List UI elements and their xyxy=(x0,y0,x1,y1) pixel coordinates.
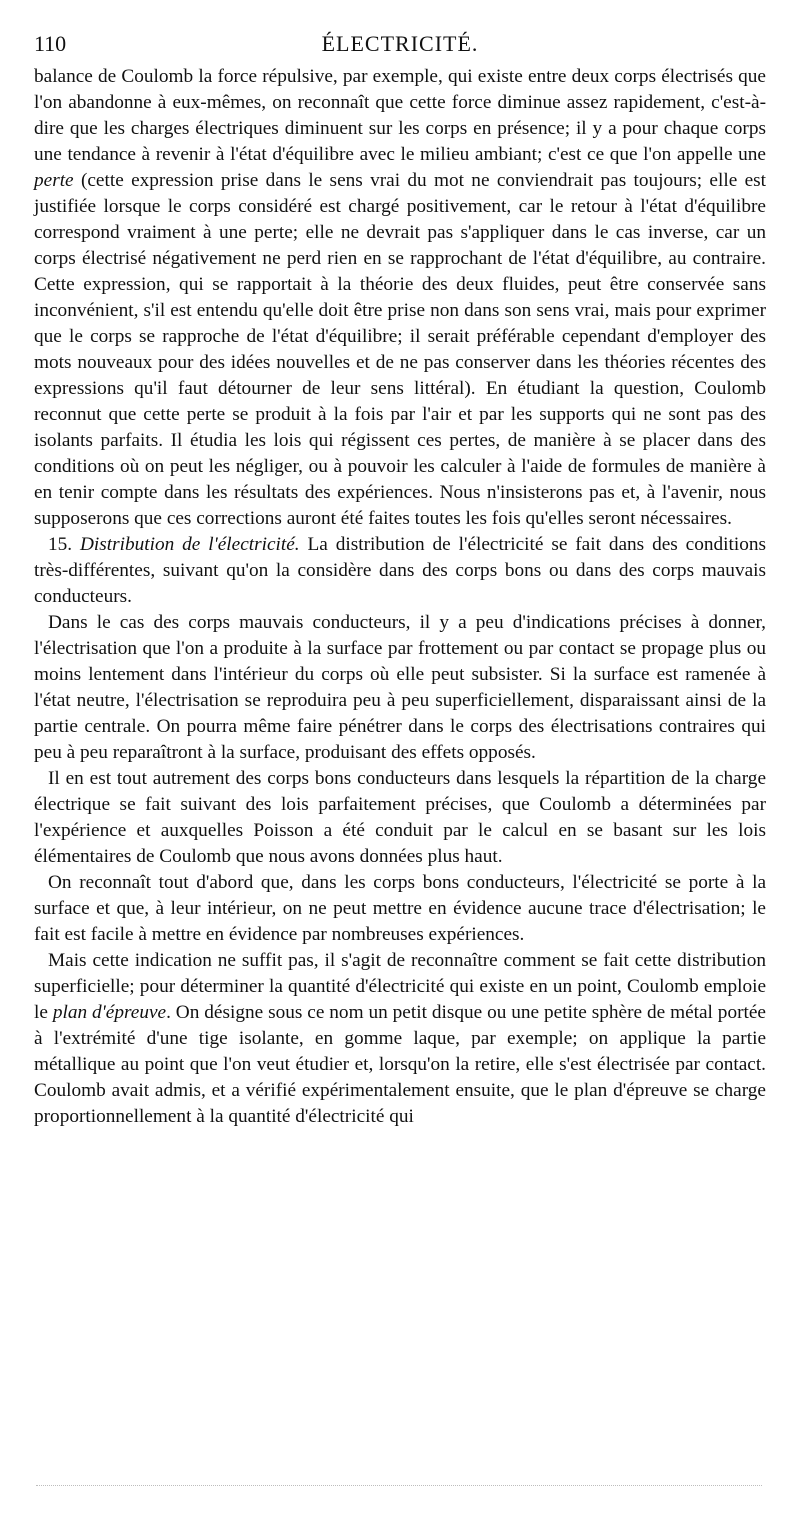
section-number: 15. xyxy=(48,534,73,555)
paragraph-bons-conducteurs: Il en est tout autrement des corps bons conducteurs dans lesquels la répartition de la charge électrique se fait suivant des lois parfaitement précises, que Coulomb a déterminées par l'expérience et auxquelles Poisson a été conduit par le calcul en se basant sur les lois élémentaires de Coulomb que nous avons données plus haut. xyxy=(34,768,766,867)
section-15 xyxy=(34,532,766,610)
page-number: 110 xyxy=(34,31,67,56)
footer-dotted-rule xyxy=(36,1485,762,1486)
page-header xyxy=(34,28,766,60)
emphasis-perte: perte xyxy=(34,170,74,191)
paragraph-text: (cette expression prise dans le sens vrai du mot ne conviendrait pas toujours; elle est justifiée lorsque le corps considéré est chargé positivement, car le retour à l'état d'équilibre correspond vraiment à une perte; elle ne devrait pas s'appliquer dans le cas inverse, car un corps électrisé négativement ne perd rien en se rapprochant de l'état d'équilibre, au contraire. Cette expression, qui se rapportait à la théorie des deux fluides, peut être conservée sans inconvénient, s'il est entendu qu'elle doit être prise non dans son sens vrai, mais pour exprimer que le corps se rapproche de l'état d'équilibre; il serait préférable cependant d'employer des mots nouveaux pour des idées nouvelles et de ne pas conserver dans les théories récentes des expressions qu'il faut détourner de leur sens littéral). En étudiant la question, Coulomb reconnut que cette perte se produit à la fois par l'air et par les supports qui ne sont pas des isolants parfaits. Il étudia les lois qui régissent ces pertes, de manière à se placer dans des conditions où on peut les négliger, ou à pouvoir les calculer à l'aide de formules de manière à en tenir compte dans les résultats des expériences. Nous n'insisterons pas et, à l'avenir, nous supposerons que ces corrections auront été faites toutes les fois qu'elles seront nécessaires. xyxy=(34,170,766,529)
paragraph-surface: On reconnaît tout d'abord que, dans les corps bons conducteurs, l'électricité se porte à la surface et que, à leur intérieur, on ne peut mettre en évidence aucune trace d'électrisation; le fait est facile à mettre en évidence par nombreuses expériences. xyxy=(34,872,766,945)
paragraph-text: balance de Coulomb la force répulsive, par exemple, qui existe entre deux corps électrisés que l'on abandonne à eux-mêmes, on reconnaît que cette force diminue assez rapidement, c'est-à-dire que les charges électriques diminuent sur les corps en présence; il y a pour chaque corps une tendance à revenir à l'état d'équilibre avec le milieu ambiant; c'est ce que l'on appelle une xyxy=(34,66,766,165)
body-text xyxy=(34,64,766,1130)
paragraph-text: La distribution de l'électricité se fait dans des conditions très-différentes, suivant qu'on la considère dans des corps bons ou dans des corps mauvais conducteurs. xyxy=(34,534,766,607)
book-page xyxy=(34,28,766,1130)
paragraph-text: Mais cette indication ne suffit pas, il s'agit de reconnaître comment se fait cette distribution superficielle; pour déterminer la quantité d'électricité qui existe en un point, Coulomb emploie le xyxy=(34,950,766,1023)
running-title: ÉLECTRICITÉ. xyxy=(321,31,479,56)
paragraph-perte xyxy=(34,64,766,532)
section-title: Distribution de l'électricité. xyxy=(80,534,300,555)
paragraph-text: . On désigne sous ce nom un petit disque ou une petite sphère de métal portée à l'extrémité d'une tige isolante, en gomme laque, par exemple; on applique la partie métallique au point que l'on veut étudier et, lorsqu'on la retire, elle s'est électrisée par contact. Coulomb avait admis, et a vérifié expérimentalement ensuite, que le plan d'épreuve se charge proportionnellement à la quantité d'électricité qui xyxy=(34,1002,766,1127)
emphasis-plan-epreuve: plan d'épreuve xyxy=(52,1002,167,1023)
paragraph-plan-epreuve xyxy=(34,948,766,1130)
paragraph-mauvais-conducteurs: Dans le cas des corps mauvais conducteurs, il y a peu d'indications précises à donner, l'électrisation que l'on a produite à la surface par frottement ou par contact se propage plus ou moins lentement dans l'intérieur du corps où elle peut subsister. Si la surface est ramenée à l'état neutre, l'électrisation se reproduira peu à peu superficiellement, disparaissant ainsi de la partie centrale. On pourra même faire pénétrer dans le corps des électrisations contraires qui peu à peu reparaîtront à la surface, produisant des effets opposés. xyxy=(34,612,766,763)
